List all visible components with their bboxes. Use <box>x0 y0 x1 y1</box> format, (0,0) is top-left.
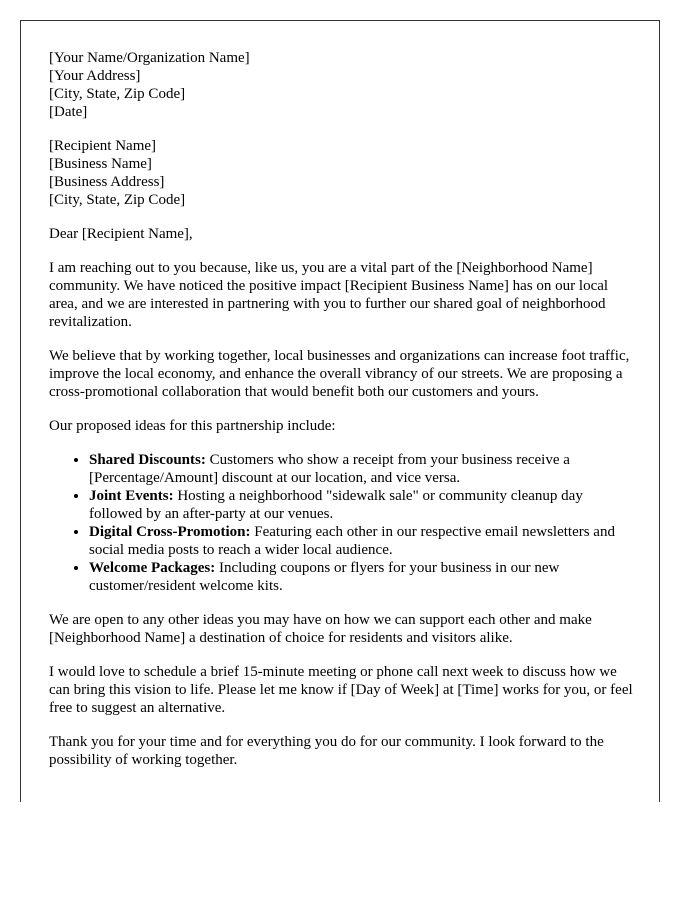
letter-date: [Date] <box>49 104 88 120</box>
idea-text: Hosting a neighborhood "sidewalk sale" or community cleanup day followed by an after-party at our venues. <box>89 488 583 522</box>
idea-term: Joint Events: <box>89 488 174 504</box>
sender-block <box>49 49 639 121</box>
sender-name: [Your Name/Organization Name] <box>49 50 250 66</box>
ideas-list <box>49 451 639 595</box>
paragraph-ideas-intro: Our proposed ideas for this partnership include: <box>49 418 336 434</box>
sender-address: [Your Address] <box>49 68 141 84</box>
paragraph-open: We are open to any other ideas you may have on how we can support each other and make [Neighborhood Name] a destination of choice for residents and visitors alike. <box>49 612 592 646</box>
idea-text: Customers who show a receipt from your business receive a [Percentage/Amount] discount at our location, and vice versa. <box>89 452 570 486</box>
letter-page <box>20 20 660 802</box>
idea-term: Shared Discounts: <box>89 452 206 468</box>
recipient-business: [Business Name] <box>49 156 152 172</box>
salutation: Dear [Recipient Name], <box>49 226 193 242</box>
sender-city-state-zip: [City, State, Zip Code] <box>49 86 186 102</box>
list-item <box>89 451 639 487</box>
paragraph-thanks: Thank you for your time and for everything you do for our community. I look forward to the possibility of working together. <box>49 734 604 768</box>
list-item <box>89 487 639 523</box>
idea-text: Featuring each other in our respective email newsletters and social media posts to reach a wider local audience. <box>89 524 615 558</box>
list-item <box>89 523 639 559</box>
list-item <box>89 559 639 595</box>
idea-text: Including coupons or flyers for your business in our new customer/resident welcome kits. <box>89 560 560 594</box>
recipient-name: [Recipient Name] <box>49 138 157 154</box>
recipient-city-state-zip: [City, State, Zip Code] <box>49 192 186 208</box>
letter-body <box>49 49 639 785</box>
idea-term: Digital Cross-Promotion: <box>89 524 251 540</box>
recipient-block <box>49 137 639 209</box>
paragraph-meeting: I would love to schedule a brief 15-minute meeting or phone call next week to discuss how we can bring this vision to life. Please let me know if [Day of Week] at [Time] works for you, or feel free to suggest an alternative. <box>49 664 633 716</box>
paragraph-intro: I am reaching out to you because, like us, you are a vital part of the [Neighborhood Name] community. We have noticed the positive impact [Recipient Business Name] has on our local area, and we are interested in partnering with you to further our shared goal of neighborhood revitalization. <box>49 260 609 330</box>
recipient-address: [Business Address] <box>49 174 165 190</box>
idea-term: Welcome Packages: <box>89 560 216 576</box>
paragraph-belief: We believe that by working together, local businesses and organizations can increase foot traffic, improve the local economy, and enhance the overall vibrancy of our streets. We are proposing a cross-promotional collaboration that would benefit both our customers and yours. <box>49 348 630 400</box>
